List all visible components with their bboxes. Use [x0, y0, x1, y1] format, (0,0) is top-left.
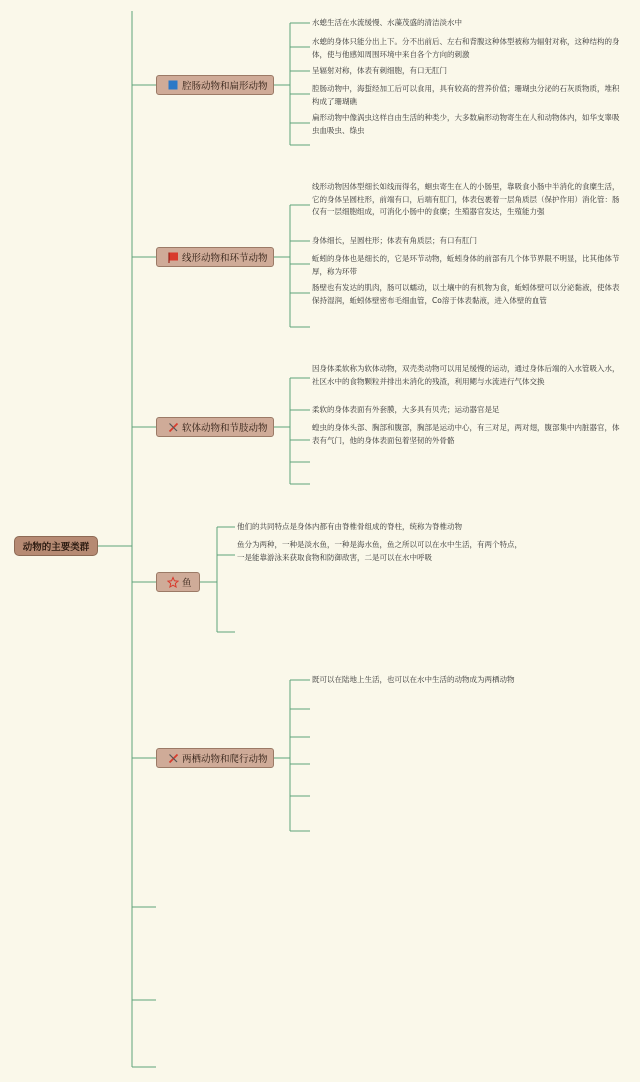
category-node-nematode-annelid[interactable]: 线形动物和环节动物: [156, 247, 274, 267]
leaf-text: 腔肠动物中，海蜇经加工后可以食用，具有较高的营养价值；珊瑚虫分泌的石灰质物质，堆积构成了珊瑚礁: [312, 84, 620, 106]
leaf-text: 扁形动物中像涡虫这样自由生活的种类少，大多数扁形动物寄生在人和动物体内，如华支睾吸虫血吸虫、绦虫: [312, 113, 620, 135]
category-node-amphibian-reptile[interactable]: 两栖动物和爬行动物: [156, 748, 274, 768]
leaf-text: 他们的共同特点是身体内都有由脊椎骨组成的脊柱，统称为脊椎动物: [237, 522, 462, 531]
leaf-text: 肠壁也有发达的肌肉，肠可以蠕动，以土壤中的有机物为食，蚯蚓体壁可以分泌黏液，使体表保持湿润，蚯蚓体壁密布毛细血管，Co溶于体表黏液，进入体壁的血管: [312, 283, 620, 305]
leaf-text: 柔软的身体表面有外套膜，大多具有贝壳；运动器官是足: [312, 405, 500, 414]
leaf-text: 线形动物因体型细长如线而得名，蛔虫寄生在人的小肠里，靠吸食小肠中半消化的食糜生活，它的身体呈圆柱形，前端有口，后端有肛门，体表包裹着一层角质层（保护作用）消化管：肠仅有一层细胞组成，可消化小肠中的食糜；生殖器官发达，生殖能力强: [312, 182, 620, 216]
red-flag-icon: [167, 251, 179, 263]
leaf-text: 蚯蚓的身体也是细长的，它是环节动物，蚯蚓身体的前部有几个体节界限不明显，比其他体节厚，称为环带: [312, 254, 620, 276]
leaf-text: 身体细长，呈圆柱形；体表有角质层；有口有肛门: [312, 236, 477, 245]
leaf-text: 水螅的身体只能分出上下。分不出前后、左右和背腹这种体型被称为辐射对称，这种结构的身体，使与他感知周围环境中来自各个方向的刺激: [312, 37, 620, 59]
category-node-coelenterate-flatworm[interactable]: 腔肠动物和扁形动物: [156, 75, 274, 95]
category-node-fish[interactable]: 鱼: [156, 572, 200, 592]
pencil-ruler-icon: [167, 421, 179, 433]
pencil-ruler-icon: [167, 752, 179, 764]
leaf-text: 鱼分为两种，一种是淡水鱼，一种是海水鱼，鱼之所以可以在水中生活，有两个特点，一是能靠游泳来获取食物和防御敌害，二是可以在水中呼吸: [237, 540, 522, 562]
leaf-text: 蝗虫的身体头部、胸部和腹部，胸部是运动中心，有三对足，两对翅，腹部集中内脏器官，体表有气门，他的身体表面包着坚韧的外骨骼: [312, 423, 620, 445]
leaf-text: 水螅生活在水流缓慢、水藻茂盛的清洁淡水中: [312, 18, 462, 27]
leaf-text: 因身体柔软称为软体动物，双壳类动物可以用足缓慢的运动，通过身体后端的入水管吸入水，社区水中的食物颗粒并排出未消化的残渣，利用鳃与水流进行气体交换: [312, 364, 620, 386]
star-outline-icon: [167, 576, 179, 588]
blue-flag-icon: [167, 79, 179, 91]
category-node-mollusk-arthropod[interactable]: 软体动物和节肢动物: [156, 417, 274, 437]
leaf-text: 既可以在陆地上生活，也可以在水中生活的动物成为两栖动物: [312, 675, 515, 684]
leaf-text: 呈辐射对称，体表有刺细胞，有口无肛门: [312, 66, 447, 75]
root-node[interactable]: 动物的主要类群: [14, 536, 98, 556]
